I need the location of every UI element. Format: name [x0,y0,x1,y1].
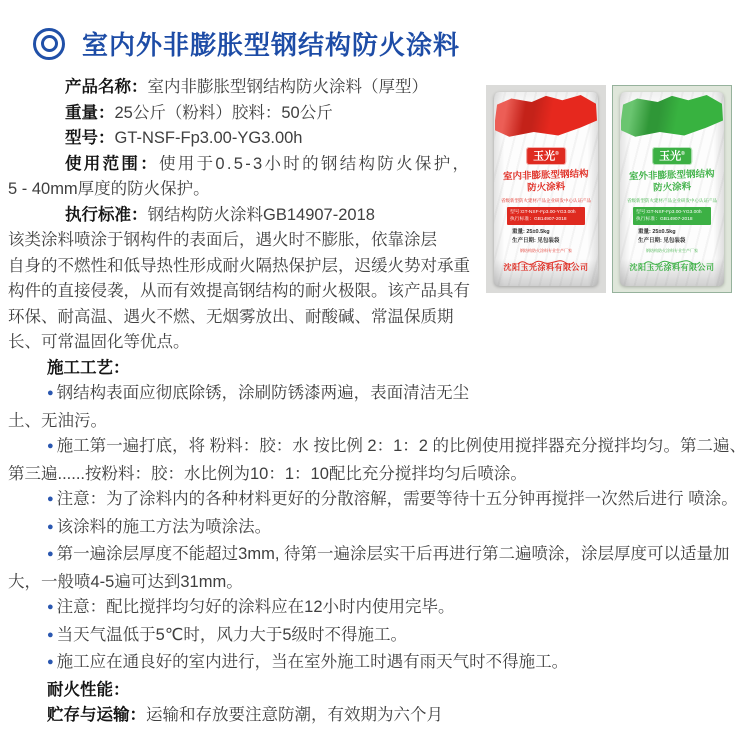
text-line [8,542,750,570]
line-text: 当天气温低于5℃时，风力大于5级时不得施工。 [56,625,408,644]
bag-top-band [621,95,723,139]
line-text: 施工第一遍打底，将 粉料：胶：水 按比例 2：1：2 的比例使用搅拌器充分搅拌均匀。第二遍、 [56,437,747,455]
line-label: 产品名称： [65,78,148,96]
line-text: 运输和存放要注意防潮，有效期为六个月 [146,706,443,724]
line-text: 大，一般喷4-5遍可达到31mm。 [8,572,243,591]
bag-signature-line: 钢结构防火涂料专业生产厂家 [620,248,724,271]
line-text: 第一遍涂层厚度不能超过3mm, 待第一遍涂层实干后再进行第二遍喷涂，涂层厚度可以适量加 [56,545,730,563]
text-line [8,703,750,729]
product-photo-outdoor [612,85,732,293]
bullet-icon: ● [47,387,54,399]
line-text: 注意：为了涂料内的各种材料更好的分散溶解，需要等待十五分钟再搅拌一次然后进行 喷涂。 [56,490,738,508]
line-label: 执行标准： [65,205,148,224]
line-text: 该类涂料喷涂于钢构件的表面后，遇火时不膨胀，依靠涂层 [8,231,437,249]
line-text: 土、无油污。 [8,411,107,430]
line-text: GT-NSF-Fp3.00-YG3.00h [114,129,303,147]
page-title: 室内外非膨胀型钢结构防火涂料 [82,30,461,60]
bullet-icon: ● [47,601,54,613]
line-text: 注意：配比搅拌均匀好的涂料应在12小时内使用完毕。 [56,598,455,616]
bag-weight-info: 重量: 25±0.5kg 生产日期: 见包装袋 [638,229,686,244]
bag-top-band [495,95,597,139]
text-line [8,381,750,409]
text-line [8,330,750,356]
product-photo-indoor [486,85,606,293]
text-line [8,595,750,623]
double-circle-icon [33,28,65,60]
product-bag-red [494,92,598,286]
bullet-icon: ● [47,520,54,533]
product-bag-green [620,92,724,286]
bag-signature-line: 钢结构防火涂料专业生产厂家 [494,248,598,271]
registered-mark: ® [681,151,685,157]
bag-slogan: 省级新型防火建材产品企业研发中心认证产品 [501,198,591,203]
line-text: 钢结构表面应彻底除锈，涂刷防锈漆两遍，表面清洁无尘 [56,384,470,402]
bag-slogan: 省级新型防火建材产品企业研发中心认证产品 [627,198,717,203]
product-images [486,85,732,293]
line-text: 室内非膨胀型钢结构防火涂料（厚型） [147,78,428,96]
brand-logo: 玉光® [652,147,692,165]
line-text: 使用于0.5-3小时的钢结构防火保护， [159,154,472,173]
bag-company-name: 沈阳玉光涂料有限公司 [503,263,589,272]
line-label: 施工工艺： [47,358,130,377]
text-line [8,487,750,515]
line-text: 自身的不燃性和低导热性形成耐火隔热保护层，迟缓火势对承重 [8,256,470,275]
text-line [8,356,750,382]
registered-mark: ® [555,151,559,157]
line-label: 型号： [65,129,115,147]
line-label: 贮存与运输： [47,706,146,724]
line-label: 耐火性能： [47,680,130,699]
text-line [8,650,750,678]
line-text: 第三遍......按粉料：胶：水比例为10：1：10配比充分搅拌均匀后喷涂。 [8,464,527,483]
bullet-icon: ● [47,493,54,505]
text-line [8,515,750,543]
bullet-icon: ● [47,548,54,560]
line-label: 使用范围： [65,154,159,173]
bag-spec-box: 型号:GT-NSF-Fp3.00-YG3.00h 执行标准：GB14907-2018 [633,207,711,225]
bullet-icon: ● [47,656,54,668]
bag-spec-box: 型号:GT-NSF-Fp3.00-YG3.00h 执行标准：GB14907-2018 [507,207,585,225]
line-text: 构件的直接侵袭，从而有效提高钢结构的耐火极限。该产品具有 [8,282,470,300]
text-line [8,678,750,704]
bullet-icon: ● [47,440,54,452]
line-text: 5 - 40mm厚度的防火保护。 [8,180,210,198]
bag-weight-info: 重量: 25±0.5kg 生产日期: 见包装袋 [512,229,560,244]
line-label: 重量： [65,103,115,122]
bag-company-name: 沈阳玉光涂料有限公司 [629,263,715,272]
line-text: 长、可常温固化等优点。 [8,333,190,351]
line-text: 钢结构防火涂料GB14907-2018 [147,205,375,224]
line-text: 环保、耐高温、遇火不燃、无烟雾放出、耐酸碱、常温保质期 [8,307,454,326]
brand-logo: 玉光® [526,147,566,165]
bag-product-name: 室外非膨胀型钢结构 防火涂料 [628,168,715,194]
text-line [8,623,750,651]
text-line [8,570,750,596]
text-line [8,462,750,488]
bag-product-name: 室内非膨胀型钢结构 防火涂料 [502,168,589,194]
text-line [8,305,750,331]
text-line [8,434,750,462]
line-text: 施工应在通良好的室内进行，当在室外施工时遇有雨天气时不得施工。 [56,653,569,671]
bullet-icon: ● [47,628,54,641]
text-line [8,409,750,435]
line-text: 该涂料的施工方法为喷涂法。 [56,517,272,536]
line-text: 25公斤（粉料）胶料：50公斤 [114,103,333,122]
page-header [0,0,750,62]
